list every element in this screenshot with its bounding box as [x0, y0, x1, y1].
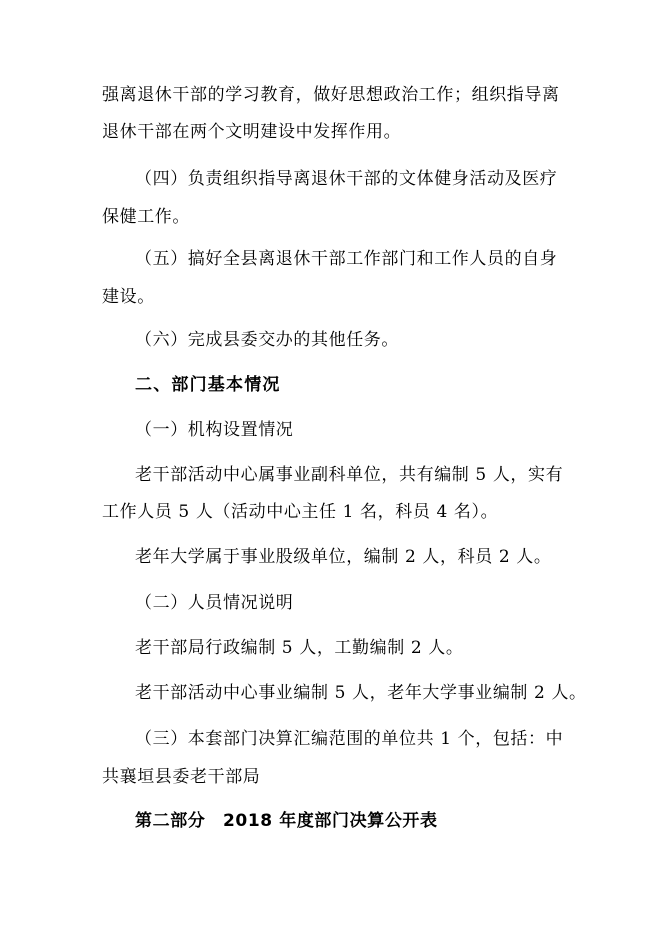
subsection-heading: （一）机构设置情况	[135, 420, 294, 440]
paragraph-line: 工作人员 5 人（活动中心主任 1 名，科员 4 名）。	[102, 502, 499, 522]
paragraph-line: 老干部活动中心属事业副科单位，共有编制 5 人，实有	[135, 465, 564, 485]
paragraph-line: 建设。	[102, 287, 155, 307]
paragraph-line: 老干部活动中心事业编制 5 人，老年大学事业编制 2 人。	[135, 683, 587, 703]
paragraph-line: 老年大学属于事业股级单位，编制 2 人，科员 2 人。	[135, 547, 552, 567]
paragraph-line: 强离退休干部的学习教育，做好思想政治工作；组织指导离	[102, 85, 560, 105]
subsection-heading: （二）人员情况说明	[135, 593, 294, 613]
paragraph-line: 保健工作。	[102, 207, 190, 227]
paragraph-line: 退休干部在两个文明建设中发挥作用。	[102, 122, 402, 142]
section-heading: 二、部门基本情况	[135, 375, 281, 395]
paragraph-line: （四）负责组织指导离退休干部的文体健身活动及医疗	[135, 169, 558, 189]
paragraph-line: 老干部局行政编制 5 人，工勤编制 2 人。	[135, 638, 464, 658]
paragraph-line: （六）完成县委交办的其他任务。	[135, 330, 399, 350]
part-heading: 第二部分 2018 年度部门决算公开表	[135, 811, 438, 831]
paragraph-line: 共襄垣县委老干部局	[102, 767, 261, 787]
paragraph-line: （三）本套部门决算汇编范围的单位共 1 个，包括：中	[135, 729, 564, 749]
paragraph-line: （五）搞好全县离退休干部工作部门和工作人员的自身	[135, 249, 558, 269]
